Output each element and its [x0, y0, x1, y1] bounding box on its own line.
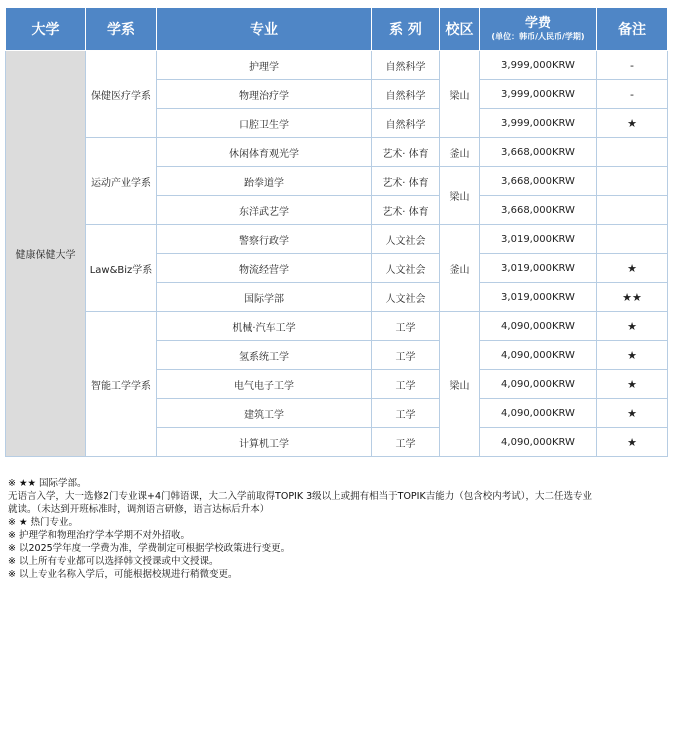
footnote-line: ※ 以2025学年度一学费为准，学费制定可根据学校政策进行变更。 [8, 543, 291, 554]
series-cell: 工学 [372, 399, 440, 428]
series-cell: 自然科学 [372, 80, 440, 109]
series-cell: 人文社会 [372, 225, 440, 254]
series-cell: 艺术· 体育 [372, 167, 440, 196]
table-row [6, 312, 668, 341]
fee-cell: 3,019,000KRW [480, 225, 597, 254]
major-cell: 计算机工学 [157, 428, 372, 457]
major-cell: 氢系统工学 [157, 341, 372, 370]
footnote-line: ※ 护理学和物理治疗学本学期不对外招收。 [8, 530, 190, 541]
note-cell: ★ [597, 399, 668, 428]
note-cell: ★ [597, 370, 668, 399]
footnote-line: ※ 以上所有专业都可以选择韩文授课或中文授课。 [8, 556, 219, 567]
campus-cell: 釜山 [440, 138, 480, 167]
major-cell: 休闲体育观光学 [157, 138, 372, 167]
header-series: 系 列 [372, 8, 440, 51]
fee-cell: 4,090,000KRW [480, 399, 597, 428]
fee-cell: 4,090,000KRW [480, 428, 597, 457]
major-cell: 东洋武艺学 [157, 196, 372, 225]
header-dept: 学系 [86, 8, 157, 51]
fee-cell: 3,668,000KRW [480, 138, 597, 167]
major-cell: 口腔卫生学 [157, 109, 372, 138]
note-cell: ★★ [597, 283, 668, 312]
note-cell: - [597, 51, 668, 80]
header-note: 备注 [597, 8, 668, 51]
major-cell: 警察行政学 [157, 225, 372, 254]
table-row [6, 51, 668, 80]
series-cell: 自然科学 [372, 109, 440, 138]
major-cell: 跆拳道学 [157, 167, 372, 196]
table-row [6, 225, 668, 254]
department-cell: 保健医疗学系 [86, 51, 157, 138]
fee-cell: 3,019,000KRW [480, 283, 597, 312]
footnotes [8, 477, 648, 581]
major-cell: 国际学部 [157, 283, 372, 312]
tuition-table [5, 7, 668, 457]
footnote-line: 就读。（未达到开班标准时，调剂语言研修，语言达标后升本） [8, 504, 270, 515]
header-fee [480, 8, 597, 51]
header-major: 专业 [157, 8, 372, 51]
header-univ: 大学 [6, 8, 86, 51]
campus-cell: 梁山 [440, 167, 480, 225]
major-cell: 机械·汽车工学 [157, 312, 372, 341]
header-fee-unit: (单位：韩币/人民币/学期) [491, 31, 585, 41]
fee-cell: 3,019,000KRW [480, 254, 597, 283]
table-header-row [6, 8, 668, 51]
footnote-line: 无语言入学，大一选修2门专业课+4门韩语课，大二入学前取得TOPIK 3级以上或拥有相当于TOPIK吉能力（包含校内考试），大二任选专业 [8, 491, 592, 502]
header-fee-label: 学费 [524, 15, 551, 31]
note-cell: ★ [597, 312, 668, 341]
series-cell: 工学 [372, 370, 440, 399]
fee-cell: 3,999,000KRW [480, 80, 597, 109]
series-cell: 自然科学 [372, 51, 440, 80]
footnote-line: ※ ★ 热门专业。 [8, 517, 79, 528]
table-row [6, 138, 668, 167]
header-campus: 校区 [440, 8, 480, 51]
campus-cell: 梁山 [440, 312, 480, 457]
note-cell [597, 225, 668, 254]
major-cell: 护理学 [157, 51, 372, 80]
note-cell [597, 167, 668, 196]
fee-cell: 4,090,000KRW [480, 312, 597, 341]
series-cell: 人文社会 [372, 283, 440, 312]
fee-cell: 3,668,000KRW [480, 167, 597, 196]
fee-cell: 3,999,000KRW [480, 51, 597, 80]
note-cell: ★ [597, 428, 668, 457]
university-cell: 健康保健大学 [6, 51, 86, 457]
note-cell [597, 196, 668, 225]
campus-cell: 梁山 [440, 51, 480, 138]
campus-cell: 釜山 [440, 225, 480, 312]
note-cell: ★ [597, 254, 668, 283]
fee-cell: 4,090,000KRW [480, 341, 597, 370]
fee-cell: 3,999,000KRW [480, 109, 597, 138]
department-cell: 运动产业学系 [86, 138, 157, 225]
series-cell: 艺术· 体育 [372, 138, 440, 167]
footnote-line: ※ 以上专业名称入学后，可能根据校规进行稍微变更。 [8, 569, 238, 580]
department-cell: 智能工学学系 [86, 312, 157, 457]
note-cell [597, 138, 668, 167]
note-cell: ★ [597, 341, 668, 370]
tuition-table-container [5, 7, 667, 457]
fee-cell: 4,090,000KRW [480, 370, 597, 399]
series-cell: 工学 [372, 428, 440, 457]
series-cell: 工学 [372, 312, 440, 341]
major-cell: 建筑工学 [157, 399, 372, 428]
footnote-line: ※ ★★ 国际学部。 [8, 478, 87, 489]
major-cell: 物理治疗学 [157, 80, 372, 109]
department-cell: Law&Biz学系 [86, 225, 157, 312]
series-cell: 人文社会 [372, 254, 440, 283]
series-cell: 艺术· 体育 [372, 196, 440, 225]
major-cell: 电气电子工学 [157, 370, 372, 399]
major-cell: 物流经营学 [157, 254, 372, 283]
fee-cell: 3,668,000KRW [480, 196, 597, 225]
series-cell: 工学 [372, 341, 440, 370]
note-cell: ★ [597, 109, 668, 138]
note-cell: - [597, 80, 668, 109]
